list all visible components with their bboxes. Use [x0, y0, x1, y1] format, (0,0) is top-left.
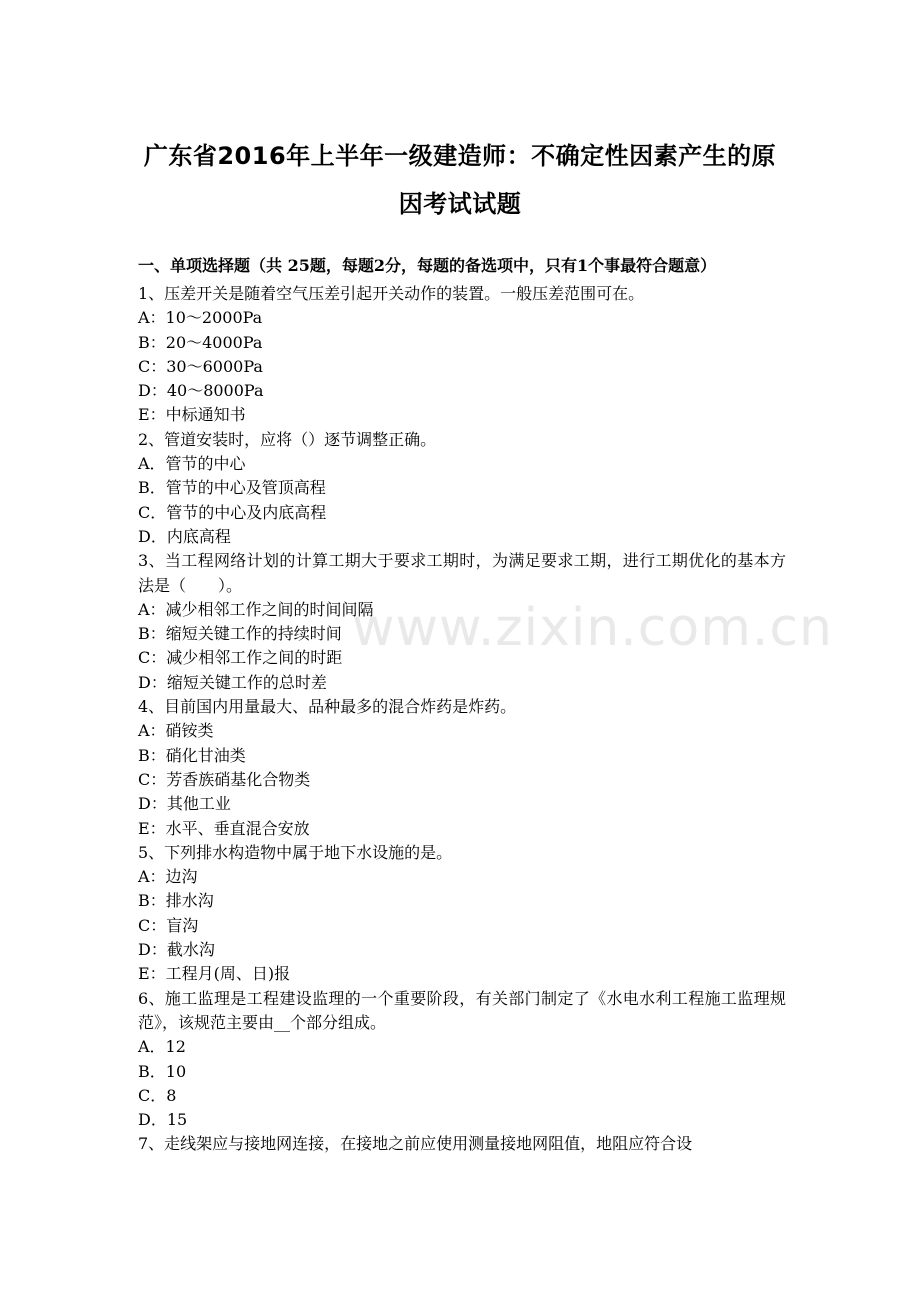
- question-stem: 7、走线架应与接地网连接，在接地之前应使用测量接地网阻值，地阻应符合设: [138, 1134, 693, 1154]
- option-d: D：缩短关键工作的总时差: [138, 672, 327, 692]
- question-2: [138, 428, 786, 549]
- option-e: E：工程月(周、日)报: [138, 964, 291, 984]
- option-b: B：20～4000Pa: [138, 332, 263, 352]
- option-c: C：减少相邻工作之间的时距: [138, 648, 343, 668]
- option-a: A：硝铵类: [138, 721, 214, 741]
- question-7: [138, 1132, 786, 1156]
- option-d: D：截水沟: [138, 940, 215, 960]
- question-stem: 2、管道安装时，应将（）逐节调整正确。: [138, 429, 437, 449]
- option-d: D：其他工业: [138, 794, 231, 814]
- question-stem: 1、压差开关是随着空气压差引起开关动作的装置。一般压差范围可在。: [138, 284, 645, 303]
- option-d: D．内底高程: [138, 526, 231, 546]
- option-c: C：芳香族硝基化合物类: [138, 769, 311, 789]
- document-body: [138, 254, 786, 1157]
- option-e: E：水平、垂直混合安放: [138, 818, 310, 838]
- option-c: C：盲沟: [138, 915, 199, 935]
- option-b: B．管节的中心及管顶高程: [138, 478, 326, 498]
- section-heading: 一、单项选择题（共 25题，每题2分，每题的备选项中，只有1个事最符合题意）: [138, 256, 717, 275]
- option-b: B．10: [138, 1061, 187, 1081]
- option-b: B：缩短关键工作的持续时间: [138, 624, 342, 644]
- question-6: [138, 987, 786, 1133]
- option-c: C．管节的中心及内底高程: [138, 502, 327, 522]
- option-d: D．15: [138, 1110, 188, 1130]
- question-stem: 3、当工程网络计划的计算工期大于要求工期时，为满足要求工期，进行工期优化的基本方法是（ ）。: [138, 551, 786, 595]
- question-stem: 4、目前国内用量最大、品种最多的混合炸药是炸药。: [138, 697, 517, 717]
- document-title: 广东省2016年上半年一级建造师：不确定性因素产生的原因考试试题: [143, 142, 777, 218]
- question-5: [138, 841, 786, 987]
- question-stem: 5、下列排水构造物中属于地下水设施的是。: [138, 842, 453, 862]
- option-a: A．12: [138, 1037, 186, 1057]
- question-1: [138, 282, 786, 428]
- option-d: D：40～8000Pa: [138, 381, 264, 401]
- option-a: A：10～2000Pa: [138, 308, 263, 328]
- question-stem: 6、施工监理是工程建设监理的一个重要阶段，有关部门制定了《水电水利工程施工监理规范》，该规范主要由__个部分组成。: [138, 988, 786, 1032]
- option-b: B：硝化甘油类: [138, 745, 246, 765]
- option-c: C．8: [138, 1085, 177, 1105]
- option-e: E：中标通知书: [138, 405, 246, 425]
- watermark: www.zixin.com.cn: [352, 598, 833, 658]
- option-a: A．管节的中心: [138, 454, 246, 474]
- option-c: C：30～6000Pa: [138, 356, 263, 376]
- question-3: [138, 549, 786, 695]
- question-4: [138, 695, 786, 841]
- option-a: A：边沟: [138, 867, 198, 887]
- option-b: B：排水沟: [138, 891, 214, 911]
- option-a: A：减少相邻工作之间的时间间隔: [138, 599, 374, 619]
